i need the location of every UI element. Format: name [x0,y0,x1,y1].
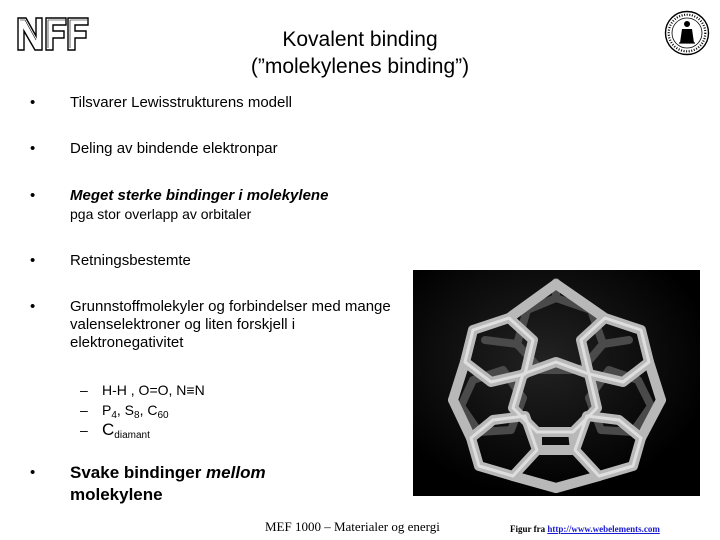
bullet-text-group [70,462,370,506]
formula-subscript: diamant [114,430,150,441]
university-seal-icon [664,10,710,56]
nff-logo [14,12,90,56]
bullet-text-emphasis: Meget sterke bindinger i molekylene [70,187,329,204]
bullet-marker: • [30,94,36,111]
bullet-marker: • [30,464,36,481]
bullet-subtext: pga stor overlapp av orbitaler [70,206,252,222]
example-formula [102,420,150,446]
bullet-text-bold: Svake bindinger [70,463,207,482]
title-line-2: (”molekylenes binding”) [250,55,470,78]
slide-title [180,26,540,80]
example-marker: – [80,422,88,438]
credit-link[interactable]: http://www.webelements.com [547,524,660,534]
bullet-text-italic: mellom [206,463,266,482]
bullet-marker: • [30,140,36,157]
example-marker: – [80,402,88,418]
example-marker: – [80,382,88,398]
bullet-text: Tilsvarer Lewisstrukturens modell [70,94,293,111]
formula-subscript: 60 [157,410,169,421]
credit-prefix: Figur fra [510,524,548,534]
fullerene-molecule-image [413,270,700,496]
example-text: H-H , O=O, N≡N [102,382,205,398]
figure-credit [510,524,660,534]
bullet-text-bold: molekylene [70,485,163,504]
formula-part: P [102,402,112,418]
bullet-marker: • [30,187,36,204]
title-line-1: Kovalent binding [282,28,438,51]
formula-part: , S [116,402,135,418]
bullet-text: Grunnstoffmolekyler og forbindelser med mange valenselektroner og liten forskjell i elektronegativitet [70,298,391,351]
formula-subscript: 8 [134,410,140,421]
bullet-text: Deling av bindende elektronpar [70,140,278,157]
formula-subscript: 4 [111,410,117,421]
bullet-marker: • [30,298,36,315]
bullet-text: Retningsbestemte [70,252,191,269]
bullet-marker: • [30,252,36,269]
footer-course-title: MEF 1000 – Materialer og energi [265,519,440,534]
formula-part: C [102,420,115,439]
bullet-text-group [70,187,410,224]
formula-part: , C [139,402,158,418]
